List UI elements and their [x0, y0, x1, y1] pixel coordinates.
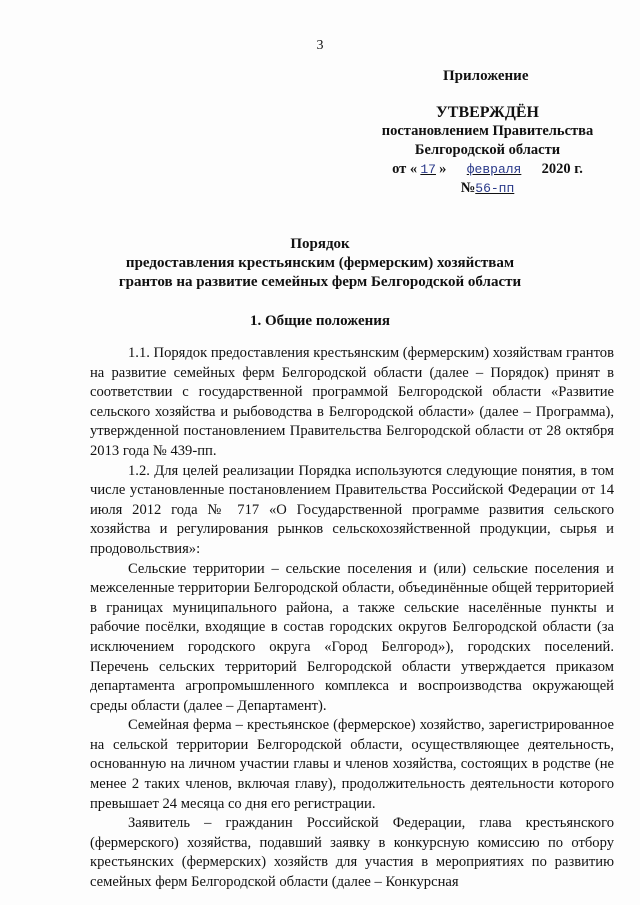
appendix-label: Приложение [443, 68, 529, 84]
approval-date [360, 160, 615, 179]
number-prefix: № [460, 180, 476, 196]
section-heading: 1. Общие положения [249, 313, 391, 329]
paragraph-1-1: 1.1. Порядок предоставления крестьянским (фермерским) хозяйствам грантов на развитие семейных ферм Белгородской области (далее – Порядок) принят в соответствии с государственной программой Белгородской области «Развитие сельского хозяйства и рыбоводства в Белгородской области» (далее – Программа), утвержденной постановлением Правительства Белгородской области от 28 октября 2013 года № 439-пп. [90, 345, 614, 459]
date-day: 17 [420, 162, 436, 177]
date-mid: » [439, 161, 447, 177]
document-subtitle-line-2: грантов на развитие семейных ферм Белгородской области [118, 274, 522, 290]
paragraph-1-2: 1.2. Для целей реализации Порядка используются следующие понятия, в том числе установленные постановлением Правительства Российской Федерации от 14 июля 2012 года № 717 «О Государственной программе развития сельского хозяйства и регулирования рынков сельскохозяйственной продукции, сырья и продовольствия»: [90, 462, 614, 557]
paragraph-rural-territories: Сельские территории – сельские поселения и (или) сельские поселения и межселенные территории Белгородской области, объединённые общей территорией в границах муниципального района, а также сельские населённые пункты и рабочие посёлки, входящие в состав городских округов Белгородской области (за исключением городского округа «Город Белгород»), городских поселений. Перечень сельских территорий Белгородской области утверждается приказом департамента агропромышленного комплекса и воспроизводства окружающей среды области (далее – Департамент). [90, 560, 614, 714]
paragraph-family-farm: Семейная ферма – крестьянское (фермерское) хозяйство, зарегистрированное на сельской территории Белгородской области, осуществляющее деятельность, основанную на личном участии главы и членов хозяйства, состоящих в родстве (не менее 2 таких членов, включая главу), продолжительность деятельности которого превышает 24 месяца со дня его регистрации. [90, 717, 614, 812]
page-number: 3 [316, 38, 324, 53]
date-year: 2020 г. [541, 161, 583, 177]
approval-line-2: Белгородской области [414, 142, 561, 158]
approval-title: УТВЕРЖДЁН [436, 104, 539, 121]
date-prefix: от « [392, 161, 418, 177]
section-body [90, 344, 614, 893]
document-title: Порядок [290, 236, 350, 252]
approval-number [360, 179, 615, 198]
approval-block [360, 103, 615, 198]
approval-line-1: постановлением Правительства [381, 123, 594, 139]
decree-number: 56-пп [475, 181, 515, 196]
document-title-block [0, 235, 640, 292]
paragraph-applicant: Заявитель – гражданин Российской Федерации, глава крестьянского (фермерского) хозяйства, подавший заявку в конкурсную комиссию по отбору крестьянских (фермерских) хозяйств для участия в мероприятиях по развитию семейных ферм Белгородской области (далее – Конкурсная [90, 815, 614, 891]
date-month: февраля [466, 162, 522, 177]
document-subtitle-line-1: предоставления крестьянским (фермерским) хозяйствам [125, 255, 515, 271]
